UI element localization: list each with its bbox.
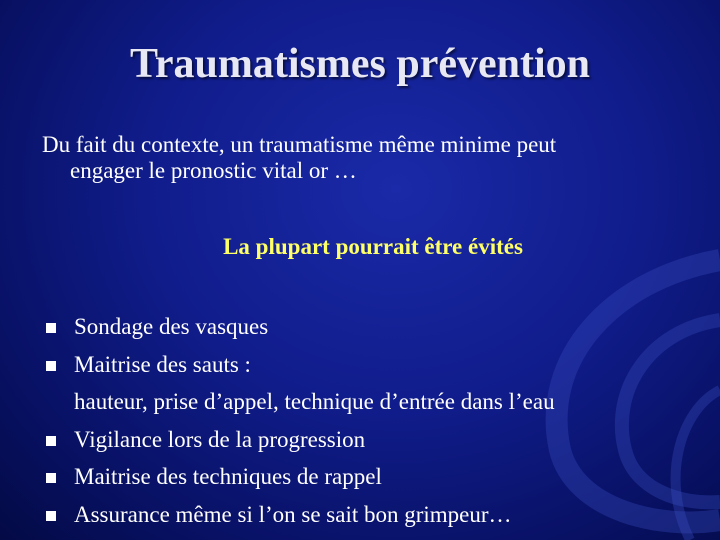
square-bullet-icon — [46, 436, 56, 446]
bullet-list — [44, 308, 555, 533]
intro-line-1: Du fait du contexte, un traumatisme même minime peut — [42, 132, 557, 157]
list-item — [44, 458, 555, 496]
slide-title: Traumatismes prévention — [129, 41, 590, 87]
emphasis-text: La plupart pourrait être évités — [223, 234, 523, 259]
intro-paragraph — [42, 132, 692, 184]
list-item — [44, 308, 555, 346]
list-item-text: hauteur, prise d’appel, technique d’entrée dans l’eau — [74, 389, 555, 414]
square-bullet-icon — [46, 511, 56, 521]
list-item — [44, 421, 555, 459]
intro-line-2: engager le pronostic vital or … — [70, 158, 357, 183]
list-item-continuation — [44, 383, 555, 421]
list-item-text: Maitrise des techniques de rappel — [74, 464, 382, 489]
list-item-text: Maitrise des sauts : — [74, 351, 251, 377]
list-item-text: Sondage des vasques — [74, 314, 269, 339]
list-item — [44, 346, 555, 384]
square-bullet-icon — [46, 473, 56, 483]
square-bullet-icon — [46, 323, 56, 333]
list-item-text: Assurance même si l’on se sait bon grimpeur… — [74, 501, 512, 527]
list-item-text: Vigilance lors de la progression — [74, 426, 366, 452]
square-bullet-icon — [46, 361, 56, 371]
list-item — [44, 496, 555, 534]
